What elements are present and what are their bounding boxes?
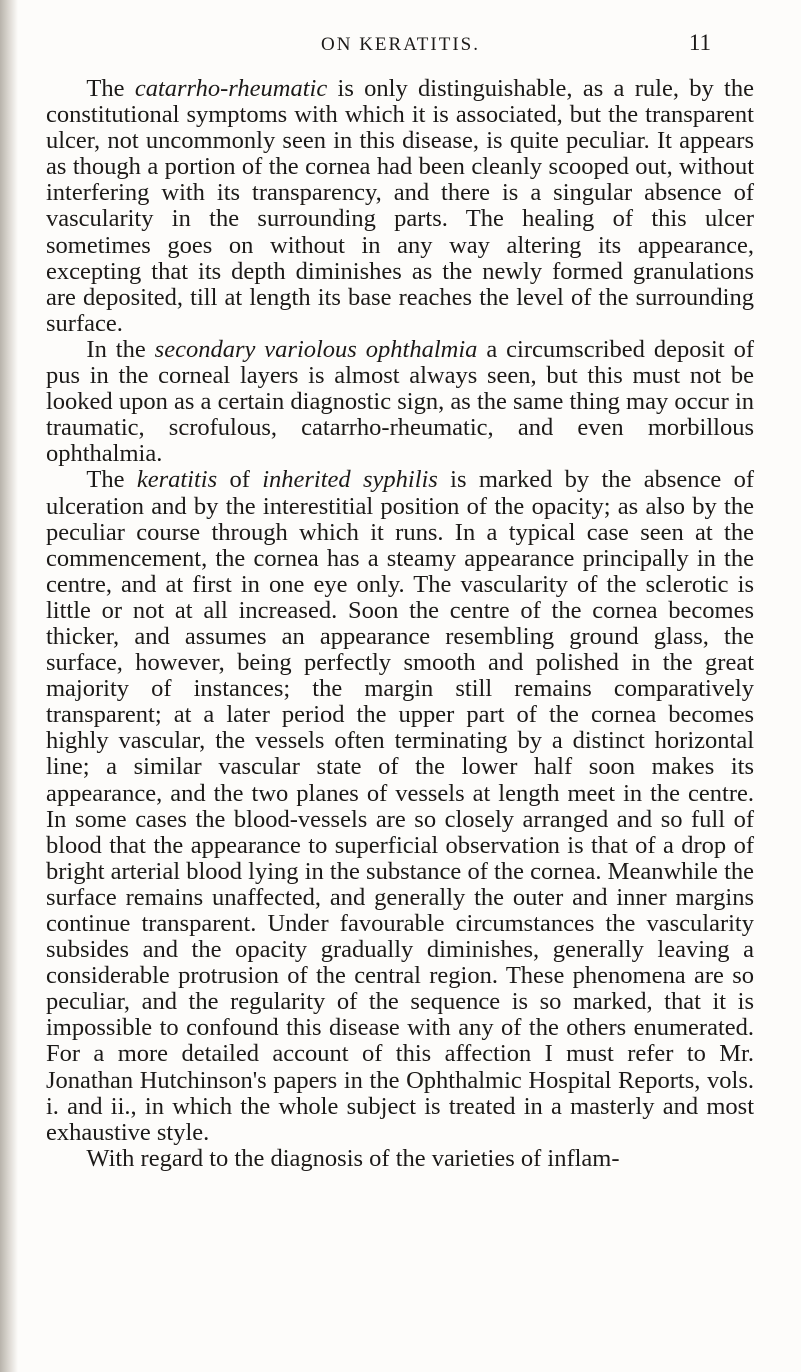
paragraph-secondary-variolous (46, 337, 754, 467)
paragraph-inherited-syphilis (46, 467, 754, 1145)
text-run: a circumscribed deposit of pus in the corneal layers is almost always seen, but this must not be looked upon as a certain diagnostic sign, as the same thing may occur in traumatic, scrofulous, catarrho-rheumatic, and even morbillous ophthalmia. (46, 335, 754, 468)
text-run: is only distinguishable, as a rule, by the constitutional symptoms with which it is associated, but the transparent ulcer, not uncommonly seen in this disease, is quite peculiar. It appears as though a portion of the cornea had been cleanly scooped out, without interfering with its transparency, and there is a singular absence of vascularity in the surrounding parts. The healing of this ulcer sometimes goes on without in any way altering its appearance, excepting that its depth diminishes as the newly formed granulations are deposited, till at length its base reaches the level of the surrounding surface. (46, 75, 754, 337)
body-text (46, 76, 754, 1172)
text-run: is marked by the absence of ulceration and by the interestitial position of the opacity; as also by the peculiar course through which it runs. In a typical case seen at the commencement, the cornea has a steamy appearance principally in the centre, and at first in one eye only. The vascularity of the sclerotic is little or not at all increased. Soon the centre of the cornea becomes thicker, and assumes an appearance resembling ground glass, the surface, however, being perfectly smooth and polished in the great majority of instances; the margin still remains comparatively transparent; at a later period the upper part of the cornea becomes highly vascular, the vessels often terminating by a distinct horizontal line; a similar vascular state of the lower half soon makes its appearance, and the two planes of vessels at length meet in the centre. In some cases the blood-vessels are so closely arranged and so full of blood that the appearance to superficial observation is that of a drop of bright arterial blood lying in the substance of the cornea. Meanwhile the surface remains unaffected, and generally the outer and inner margins continue transparent. Under favourable circumstances the vascularity subsides and the opacity gradually diminishes, generally leaving a considerable protrusion of the central region. These phenomena are so peculiar, and the regularity of the sequence is so marked, that it is impossible to confound this disease with any of the others enumerated. For a more detailed account of this affection I must refer to Mr. Jonathan Hutchinson's papers in the Ophthalmic Hospital Reports, vols. i. and ii., in which the whole subject is treated in a masterly and most exhaustive style. (46, 466, 754, 1146)
italic-term: secondary variolous ophthalmia (154, 335, 478, 363)
page-binding-shadow (0, 0, 18, 1372)
page-number: 11 (688, 30, 711, 55)
text-run: With regard to the diagnosis of the varieties of inflam- (86, 1144, 620, 1172)
italic-term: catarrho-rheumatic (134, 75, 328, 102)
paragraph-diagnosis (46, 1146, 754, 1172)
italic-term: inherited syphilis (262, 466, 438, 494)
text-run: In the (86, 335, 155, 363)
paragraph-catarrho-rheumatic (46, 76, 754, 337)
italic-term: keratitis (136, 466, 218, 494)
text-run: of (217, 466, 263, 494)
running-title: ON KERATITIS. (321, 34, 480, 55)
page-header (0, 30, 801, 60)
text-run: The (86, 466, 137, 494)
text-run: The (86, 75, 135, 102)
